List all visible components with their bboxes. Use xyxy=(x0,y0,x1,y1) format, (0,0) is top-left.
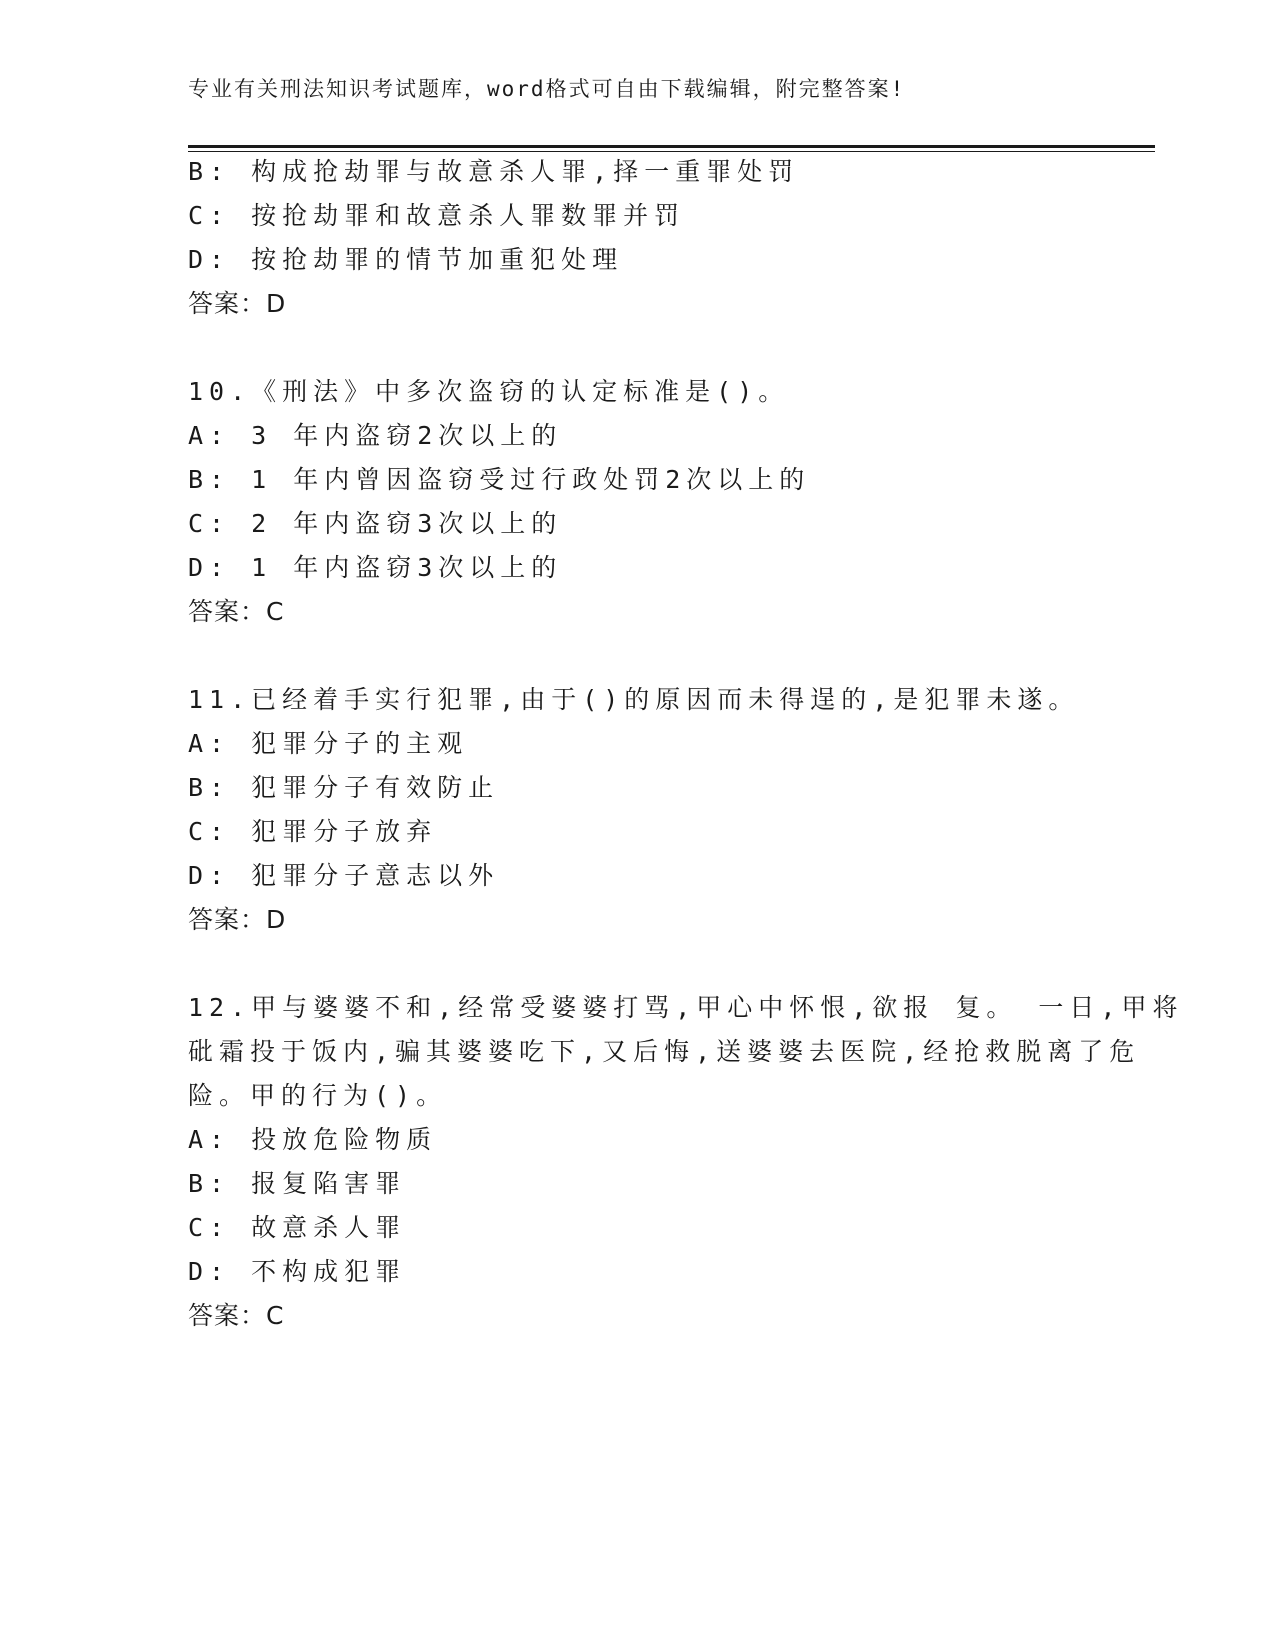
q11-stem: 11.已经着手实行犯罪,由于()的原因而未得逞的,是犯罪未遂。 xyxy=(188,685,1080,714)
q12-option-c: C: 故意杀人罪 xyxy=(188,1213,407,1242)
q11-option-b: B: 犯罪分子有效防止 xyxy=(188,773,500,802)
prev-option-b: B: 构成抢劫罪与故意杀人罪,择一重罪处罚 xyxy=(188,157,800,186)
q10-option-d: D: 1 年内盗窃3次以上的 xyxy=(188,553,563,582)
q12-stem-line-2: 砒霜投于饭内,骗其婆婆吃下,又后悔,送婆婆去医院,经抢救脱离了危 xyxy=(188,1037,1141,1066)
prev-option-c: C: 按抢劫罪和故意杀人罪数罪并罚 xyxy=(188,201,686,230)
q11-option-c: C: 犯罪分子放弃 xyxy=(188,817,438,846)
prev-answer: 答案：D xyxy=(188,289,287,318)
q12-option-a: A: 投放危险物质 xyxy=(188,1125,438,1154)
q12-option-b: B: 报复陷害罪 xyxy=(188,1169,407,1198)
header-divider-thick xyxy=(188,145,1155,148)
q11-option-a: A: 犯罪分子的主观 xyxy=(188,729,469,758)
q12-answer: 答案：C xyxy=(188,1301,285,1330)
header-divider-thin xyxy=(188,151,1155,152)
q12-option-d: D: 不构成犯罪 xyxy=(188,1257,407,1286)
q11-answer: 答案：D xyxy=(188,905,287,934)
page-header: 专业有关刑法知识考试题库，word格式可自由下载编辑，附完整答案! xyxy=(188,77,906,101)
q10-option-c: C: 2 年内盗窃3次以上的 xyxy=(188,509,563,538)
q10-answer: 答案：C xyxy=(188,597,285,626)
q10-option-b: B: 1 年内曾因盗窃受过行政处罚2次以上的 xyxy=(188,465,811,494)
q11-option-d: D: 犯罪分子意志以外 xyxy=(188,861,500,890)
q12-stem-line-1: 12.甲与婆婆不和,经常受婆婆打骂,甲心中怀恨,欲报 复。 一日,甲将 xyxy=(188,993,1184,1022)
prev-option-d: D: 按抢劫罪的情节加重犯处理 xyxy=(188,245,624,274)
q10-option-a: A: 3 年内盗窃2次以上的 xyxy=(188,421,563,450)
q12-stem-line-3: 险。甲的行为()。 xyxy=(188,1081,448,1110)
q10-stem: 10.《刑法》中多次盗窃的认定标准是()。 xyxy=(188,377,790,406)
